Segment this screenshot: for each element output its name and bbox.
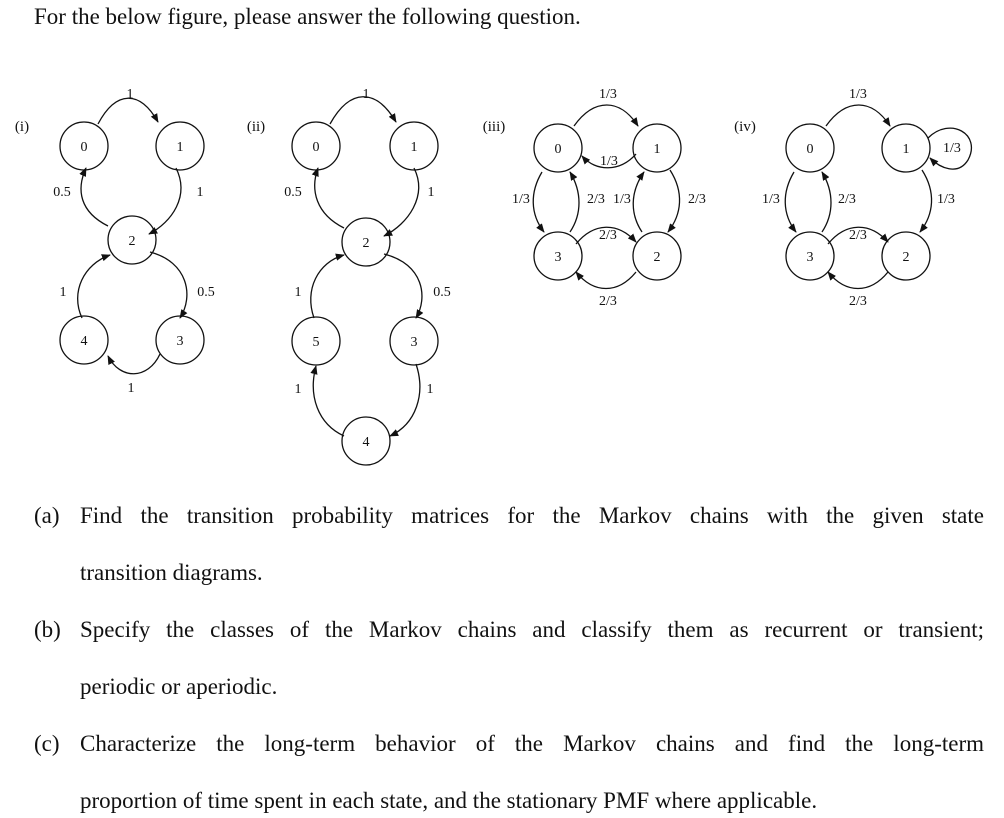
edge-iv-0-1 (826, 105, 890, 126)
edge-ii-2-0 (315, 168, 344, 228)
edge-label-iv-3-0: 2/3 (838, 192, 856, 207)
question-a-label: (a) (34, 503, 60, 528)
question-b-line1: Specify the classes of the Markov chains and classify them as recurrent or transient; (80, 617, 984, 642)
markov-chain-diagrams (0, 80, 1004, 480)
edge-label-i-4-2: 1 (59, 285, 67, 300)
edge-label-iv-1-1: 1/3 (943, 141, 961, 156)
question-b (34, 615, 984, 702)
edge-i-1-2 (149, 168, 181, 234)
edge-label-iii-1-2: 2/3 (688, 192, 706, 207)
edge-ii-4-5 (313, 366, 344, 436)
question-a-line2: transition diagrams. (80, 560, 263, 585)
edge-label-iii-1-0: 1/3 (600, 154, 618, 169)
edge-i-0-1 (98, 98, 158, 124)
edge-iv-0-3 (785, 172, 796, 232)
diagram-label-ii: (ii) (246, 119, 266, 135)
edge-label-iv-0-3: 1/3 (762, 192, 780, 207)
edge-ii-1-2 (384, 168, 419, 236)
intro-text: For the below figure, please answer the following question. (34, 4, 581, 29)
edge-label-i-3-4: 1 (127, 381, 135, 396)
edge-label-ii-3-4: 1 (426, 382, 434, 397)
edge-label-ii-2-0: 0.5 (284, 185, 302, 200)
edge-label-ii-5-2: 1 (294, 285, 302, 300)
state-label-iv-1: 1 (902, 142, 910, 157)
edge-ii-5-2 (311, 255, 344, 318)
question-c-label: (c) (34, 731, 60, 756)
edge-label-iv-0-1: 1/3 (849, 87, 867, 102)
state-label-i-0: 0 (80, 140, 88, 155)
state-label-i-1: 1 (176, 140, 184, 155)
edge-i-4-2 (78, 255, 110, 318)
question-b-line2: periodic or aperiodic. (80, 674, 278, 699)
state-label-ii-0: 0 (312, 140, 320, 155)
edge-label-ii-4-5: 1 (294, 382, 302, 397)
state-label-iii-1: 1 (653, 142, 661, 157)
diagram-label-iii: (iii) (482, 119, 506, 135)
edge-label-i-0-1: 1 (126, 87, 134, 102)
question-c (34, 729, 984, 816)
state-label-ii-5: 5 (312, 335, 320, 350)
edge-label-iii-2-3: 2/3 (599, 294, 617, 309)
edge-i-2-3 (150, 252, 187, 318)
state-label-iv-3: 3 (806, 250, 814, 265)
state-label-i-2: 2 (128, 234, 136, 249)
question-a (34, 501, 984, 588)
edge-i-2-0 (81, 168, 108, 226)
state-label-iii-0: 0 (554, 142, 562, 157)
edge-label-i-2-0: 0.5 (53, 185, 71, 200)
state-label-ii-2: 2 (362, 236, 370, 251)
edge-label-iv-2-3: 2/3 (849, 294, 867, 309)
edge-label-ii-0-1: 1 (362, 87, 370, 102)
edge-label-iii-0-3: 1/3 (512, 192, 530, 207)
question-c-line1: Characterize the long-term behavior of the Markov chains and find the long-term (80, 731, 984, 756)
state-label-iii-3: 3 (554, 250, 562, 265)
edge-iv-2-3 (828, 272, 888, 289)
state-label-ii-3: 3 (410, 335, 418, 350)
edge-iii-0-3 (533, 172, 544, 232)
edge-label-ii-1-2: 1 (427, 185, 435, 200)
state-label-iv-2: 2 (902, 250, 910, 265)
edge-i-3-4 (108, 354, 160, 374)
edge-label-iv-1-2: 1/3 (937, 192, 955, 207)
diagram-label-iv: (iv) (734, 119, 756, 135)
state-label-i-4: 4 (80, 334, 88, 349)
edge-iii-3-0 (570, 172, 579, 232)
edge-ii-2-3 (384, 254, 422, 318)
edge-iii-2-3 (576, 272, 636, 289)
edge-label-ii-2-3: 0.5 (433, 285, 451, 300)
edge-label-i-1-2: 1 (196, 185, 204, 200)
edge-label-iii-3-2: 2/3 (599, 228, 617, 243)
edge-iv-1-2 (920, 170, 932, 232)
edge-label-iii-3-0: 2/3 (587, 192, 605, 207)
edge-label-iv-3-2: 2/3 (849, 228, 867, 243)
edge-iii-2-1 (633, 172, 644, 232)
edge-label-iii-2-1: 1/3 (613, 192, 631, 207)
edge-iii-0-1 (574, 105, 638, 126)
question-c-line2: proportion of time spent in each state, and the stationary PMF where applicable. (80, 788, 818, 813)
state-label-ii-4: 4 (362, 435, 370, 450)
state-label-iv-0: 0 (806, 142, 814, 157)
question-a-line1: Find the transition probability matrices for the Markov chains with the given state (80, 503, 984, 528)
edge-label-iii-0-1: 1/3 (599, 87, 617, 102)
question-b-label: (b) (34, 617, 61, 642)
state-label-i-3: 3 (176, 334, 184, 349)
edge-iv-3-0 (822, 172, 831, 232)
edge-ii-3-4 (390, 364, 420, 436)
state-label-iii-2: 2 (653, 250, 661, 265)
edge-iii-1-2 (668, 170, 680, 232)
edge-label-i-2-3: 0.5 (197, 285, 215, 300)
diagram-label-i: (i) (14, 119, 30, 135)
state-label-ii-1: 1 (410, 140, 418, 155)
